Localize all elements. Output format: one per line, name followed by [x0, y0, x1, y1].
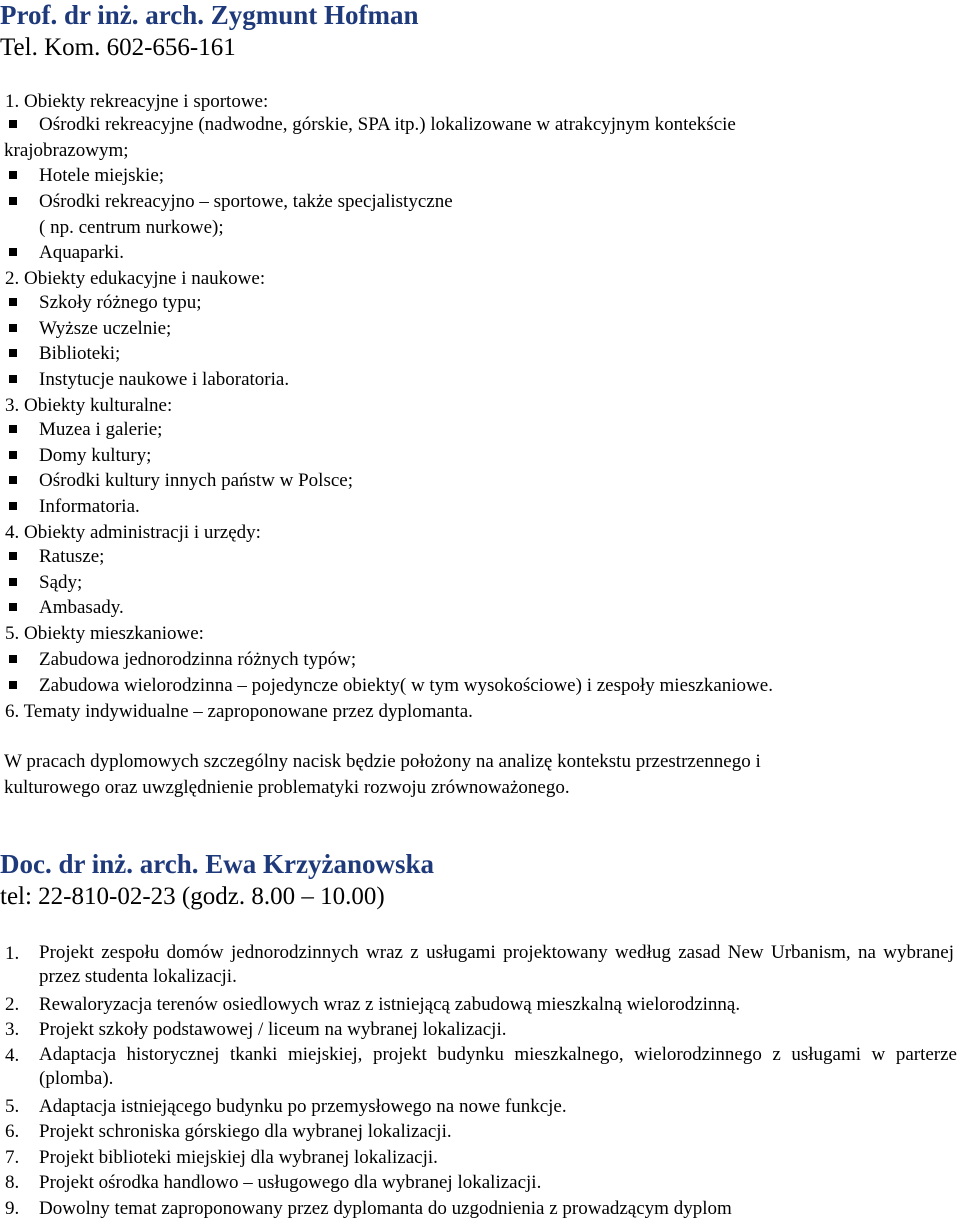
- category-heading: 4. Obiekty administracji i urzędy:: [5, 522, 261, 543]
- topic-item: Projekt zespołu domów jednorodzinnych wraz z usługami projektowany według zasad New Urbanism, na wybranej przez studenta lokalizacji.: [39, 942, 954, 987]
- supervisor-name: Prof. dr inż. arch. Zygmunt Hofman: [0, 0, 419, 30]
- item-number: 5.: [5, 1096, 20, 1117]
- list-item: Hotele miejskie;: [39, 165, 165, 186]
- list-item: Muzea i galerie;: [39, 419, 163, 440]
- list-item: Ośrodki rekreacyjne (nadwodne, górskie, SPA itp.) lokalizowane w atrakcyjnym kontekście: [39, 114, 736, 135]
- supervisor-phone: tel: 22-810-02-23 (godz. 8.00 – 10.00): [0, 883, 385, 910]
- item-number: 7.: [5, 1147, 20, 1168]
- supervisor-phone: Tel. Kom. 602-656-161: [0, 34, 236, 61]
- bullet-icon: [9, 248, 17, 256]
- summary-paragraph: kulturowego oraz uwzględnienie problematyki rozwoju zrównoważonego.: [4, 777, 570, 798]
- item-number: 9.: [5, 1198, 20, 1219]
- bullet-icon: [9, 451, 17, 459]
- list-item: Aquaparki.: [39, 242, 124, 263]
- item-number: 3.: [5, 1019, 20, 1040]
- bullet-icon: [9, 120, 17, 128]
- topic-item: Projekt schroniska górskiego dla wybranej lokalizacji.: [39, 1121, 452, 1142]
- topic-item: Dowolny temat zaproponowany przez dyplomanta do uzgodnienia z prowadzącym dyplom: [39, 1198, 732, 1219]
- topic-item: Adaptacja istniejącego budynku po przemysłowego na nowe funkcje.: [39, 1096, 567, 1117]
- bullet-icon: [9, 578, 17, 586]
- list-item: Informatoria.: [39, 496, 140, 517]
- topic-item: Projekt szkoły podstawowej / liceum na wybranej lokalizacji.: [39, 1019, 507, 1040]
- bullet-icon: [9, 552, 17, 560]
- list-item: Ośrodki kultury innych państw w Polsce;: [39, 470, 354, 491]
- list-item: Ośrodki rekreacyjno – sportowe, także specjalistyczne: [39, 191, 453, 212]
- list-item: Szkoły różnego typu;: [39, 292, 202, 313]
- list-item: Ambasady.: [39, 597, 124, 618]
- bullet-icon: [9, 197, 17, 205]
- item-number: 1.: [5, 943, 20, 964]
- category-heading: 5. Obiekty mieszkaniowe:: [5, 623, 204, 644]
- bullet-icon: [9, 476, 17, 484]
- list-item: Zabudowa jednorodzinna różnych typów;: [39, 649, 357, 670]
- category-heading: 1. Obiekty rekreacyjne i sportowe:: [5, 91, 269, 112]
- bullet-icon: [9, 681, 17, 689]
- list-item-continuation: krajobrazowym;: [4, 140, 129, 161]
- list-item-continuation: ( np. centrum nurkowe);: [39, 217, 224, 238]
- list-item: Zabudowa wielorodzinna – pojedyncze obiekty( w tym wysokościowe) i zespoły mieszkaniowe.: [39, 675, 773, 696]
- list-item: Ratusze;: [39, 546, 105, 567]
- topic-item: Adaptacja historycznej tkanki miejskiej, projekt budynku mieszkalnego, wielorodzinnego z usługami w parterze (plomba).: [39, 1044, 957, 1089]
- category-heading: 3. Obiekty kulturalne:: [5, 395, 173, 416]
- list-item: Wyższe uczelnie;: [39, 318, 172, 339]
- category-heading: 6. Tematy indywidualne – zaproponowane przez dyplomanta.: [5, 701, 473, 722]
- topic-item: Rewaloryzacja terenów osiedlowych wraz z istniejącą zabudową mieszkalną wielorodzinną.: [39, 994, 741, 1015]
- item-number: 4.: [5, 1045, 20, 1066]
- list-item: Instytucje naukowe i laboratoria.: [39, 369, 290, 390]
- category-heading: 2. Obiekty edukacyjne i naukowe:: [5, 268, 266, 289]
- item-number: 6.: [5, 1121, 20, 1142]
- bullet-icon: [9, 655, 17, 663]
- supervisor-name: Doc. dr inż. arch. Ewa Krzyżanowska: [0, 849, 434, 879]
- bullet-icon: [9, 502, 17, 510]
- summary-paragraph: W pracach dyplomowych szczególny nacisk będzie położony na analizę kontekstu przestrzennego i: [4, 751, 761, 772]
- list-item: Sądy;: [39, 572, 83, 593]
- bullet-icon: [9, 349, 17, 357]
- topic-item: Projekt ośrodka handlowo – usługowego dla wybranej lokalizacji.: [39, 1172, 542, 1193]
- bullet-icon: [9, 425, 17, 433]
- item-number: 2.: [5, 994, 20, 1015]
- item-number: 8.: [5, 1172, 20, 1193]
- list-item: Domy kultury;: [39, 445, 152, 466]
- topic-item: Projekt biblioteki miejskiej dla wybranej lokalizacji.: [39, 1147, 438, 1168]
- bullet-icon: [9, 171, 17, 179]
- bullet-icon: [9, 298, 17, 306]
- bullet-icon: [9, 375, 17, 383]
- list-item: Biblioteki;: [39, 343, 121, 364]
- bullet-icon: [9, 603, 17, 611]
- bullet-icon: [9, 324, 17, 332]
